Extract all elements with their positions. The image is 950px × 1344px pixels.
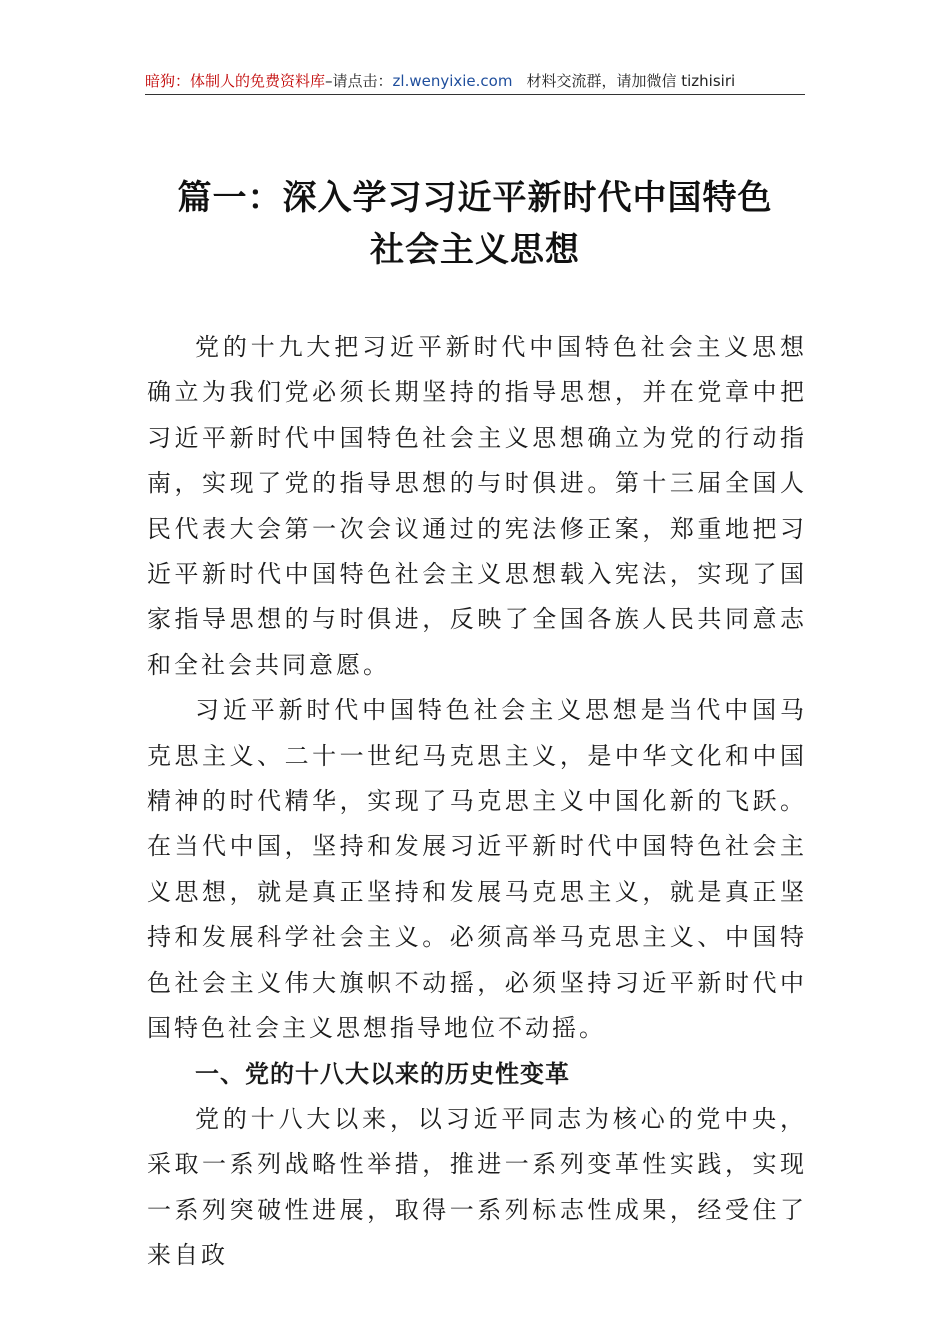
section-paragraph: 党的十八大以来，以习近平同志为核心的党中央，采取一系列战略性举措，推进一系列变革性实践，实现一系列突破性进展，取得一系列标志性成果，经受住了来自政 (147, 1104, 807, 1270)
header-prompt: –请点击： (325, 72, 393, 90)
header-contact: 材料交流群，请加微信 tizhisiri (526, 72, 736, 90)
header-link[interactable]: zl.wenyixie.com (392, 72, 513, 90)
page-header (145, 70, 805, 95)
header-brand: 暗狗：体制人的免费资料库 (145, 72, 326, 90)
body-paragraph-1: 党的十九大把习近平新时代中国特色社会主义思想确立为我们党必须长期坚持的指导思想，并在党章中把习近平新时代中国特色社会主义思想确立为党的行动指南，实现了党的指导思想的与时俱进。第十三届全国人民代表大会第一次会议通过的宪法修正案，郑重地把习近平新时代中国特色社会主义思想载入宪法，实现了国家指导思想的与时俱进，反映了全国各族人民共同意志和全社会共同意愿。 (147, 333, 807, 679)
document-body (147, 325, 807, 1279)
title-line-2: 社会主义思想 (370, 230, 580, 270)
section-heading: 一、党的十八大以来的历史性变革 (195, 1059, 570, 1088)
document-title (140, 172, 810, 276)
body-paragraph-2: 习近平新时代中国特色社会主义思想是当代中国马克思主义、二十一世纪马克思主义，是中华文化和中国精神的时代精华，实现了马克思主义中国化新的飞跃。在当代中国，坚持和发展习近平新时代中国特色社会主义思想，就是真正坚持和发展马克思主义，就是真正坚持和发展科学社会主义。必须高举马克思主义、中国特色社会主义伟大旗帜不动摇，必须坚持习近平新时代中国特色社会主义思想指导地位不动摇。 (147, 696, 807, 1043)
title-line-1: 篇一：深入学习习近平新时代中国特色 (177, 178, 773, 218)
